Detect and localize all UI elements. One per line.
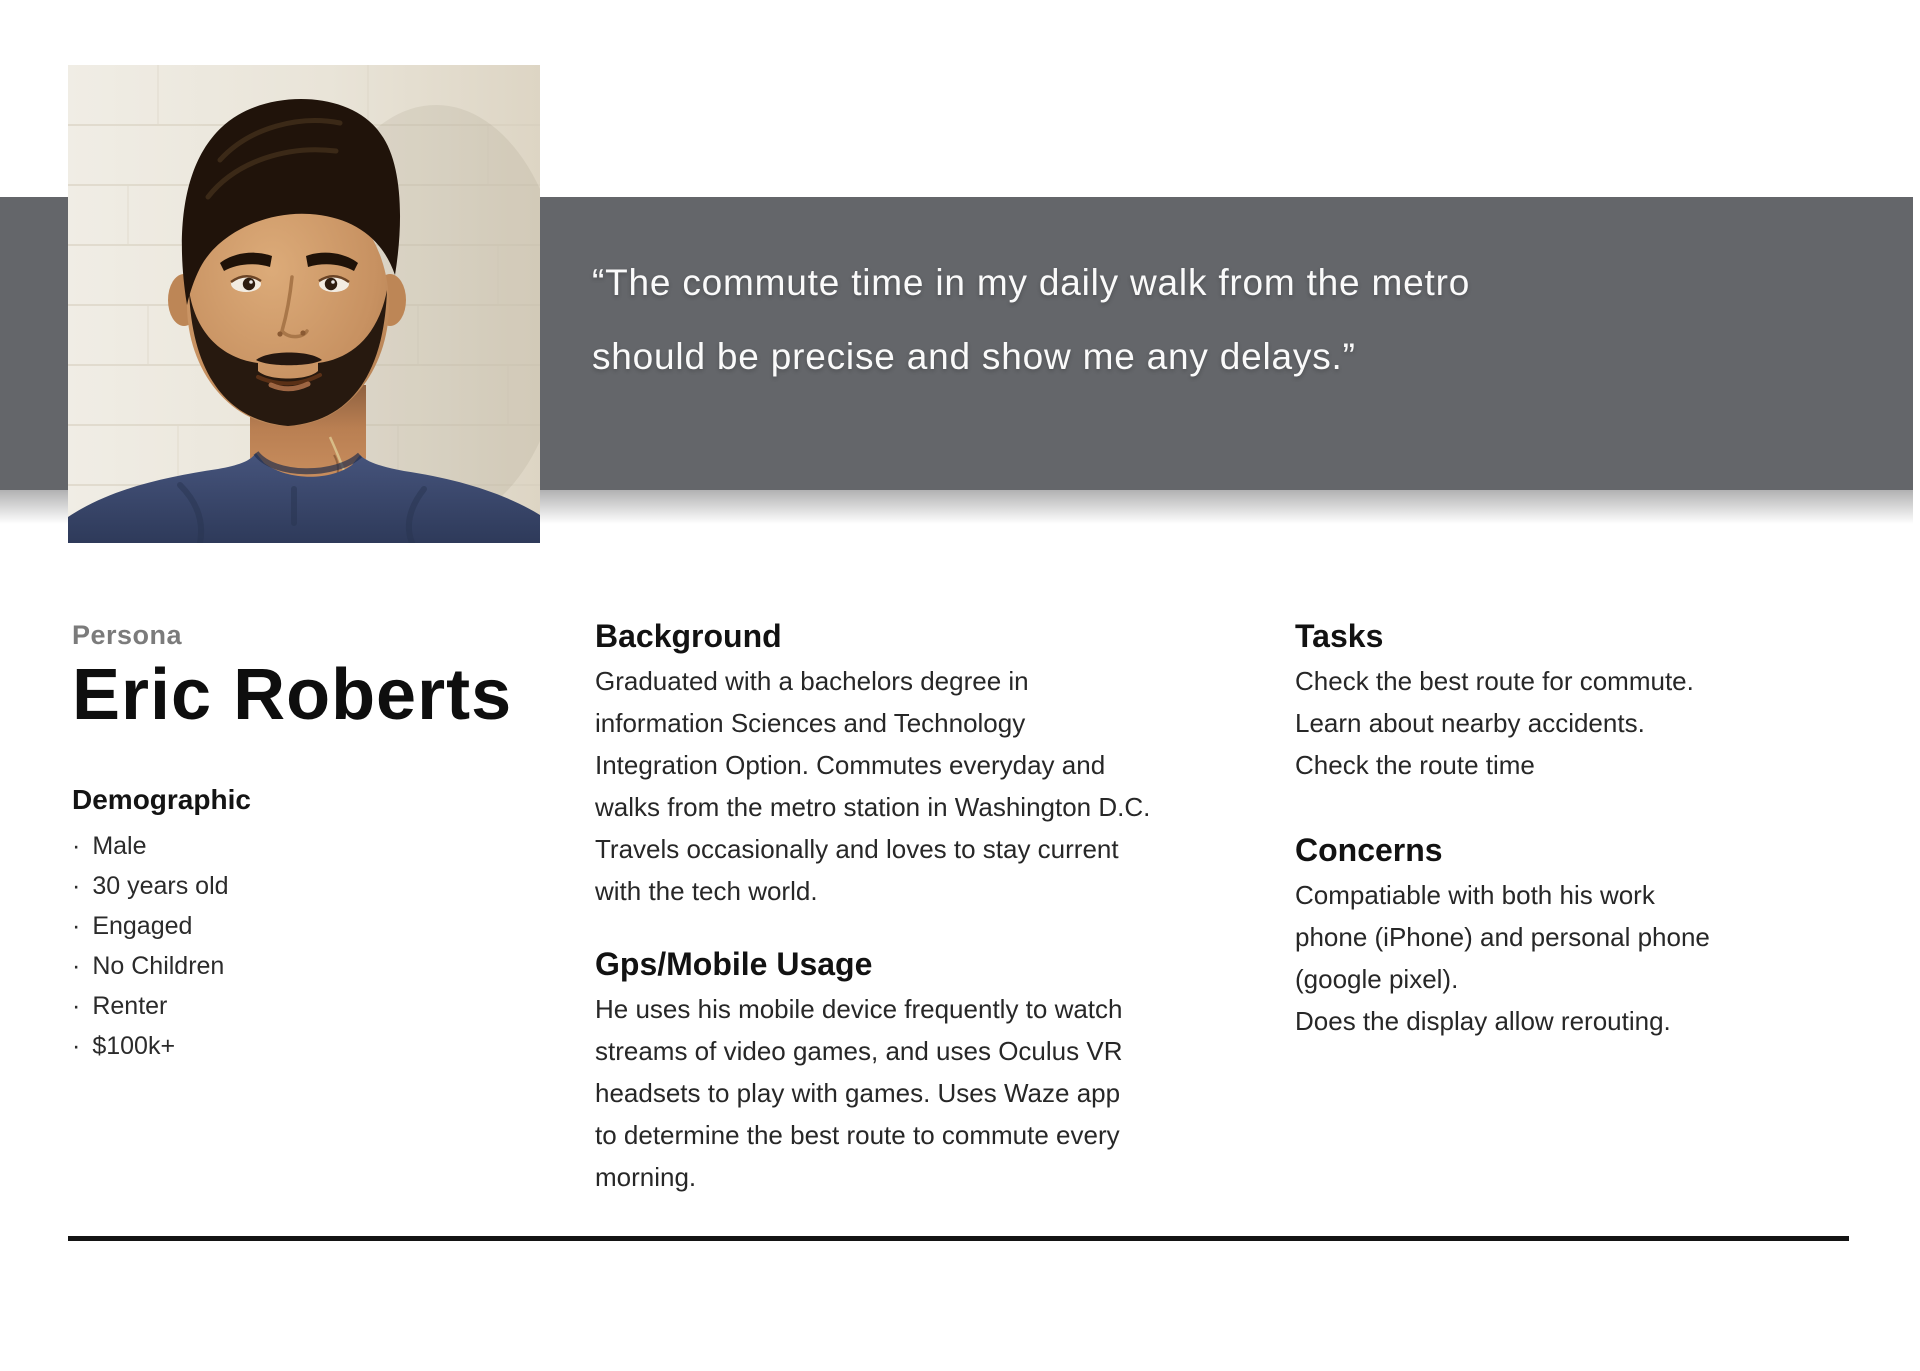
gps-line: to determine the best route to commute every: [595, 1120, 1120, 1150]
demographic-item: [72, 986, 542, 1026]
gps-mobile-usage-heading: Gps/Mobile Usage: [595, 946, 873, 982]
background-line: Graduated with a bachelors degree in: [595, 666, 1029, 696]
task-line: Check the route time: [1295, 750, 1535, 780]
list-item-text: No Children: [92, 952, 225, 980]
bullet-dot: ·: [72, 832, 81, 860]
bottom-divider-rule: [68, 1236, 1849, 1241]
gps-line: headsets to play with games. Uses Waze app: [595, 1078, 1121, 1108]
demographic-item: [72, 906, 542, 946]
quote-text: [592, 246, 1470, 394]
section-concerns: [1295, 826, 1905, 1042]
demographic-item: [72, 866, 542, 906]
gps-line: morning.: [595, 1162, 697, 1192]
background-line: information Sciences and Technology: [595, 708, 1026, 738]
column-left: [72, 618, 542, 1066]
tasks-heading: Tasks: [1295, 618, 1384, 654]
quote-line: should be precise and show me any delays.”: [592, 336, 1356, 377]
list-item-text: Engaged: [92, 912, 193, 940]
demographic-item: [72, 1026, 542, 1066]
background-line: walks from the metro station in Washington D.C.: [595, 792, 1151, 822]
list-item-text: Renter: [92, 992, 168, 1020]
concerns-text: [1295, 874, 1905, 1042]
profile-photo: [68, 65, 540, 543]
persona-label: Persona: [72, 620, 183, 650]
background-line: Travels occasionally and loves to stay current: [595, 834, 1119, 864]
bullet-dot: ·: [72, 1032, 81, 1060]
concern-line: Does the display allow rerouting.: [1295, 1006, 1671, 1036]
bullet-dot: ·: [72, 992, 81, 1020]
demographic-item: [72, 826, 542, 866]
gps-line: He uses his mobile device frequently to watch: [595, 994, 1123, 1024]
background-line: Integration Option. Commutes everyday and: [595, 750, 1106, 780]
background-text: [595, 660, 1285, 912]
background-heading: Background: [595, 618, 782, 654]
tasks-text: [1295, 660, 1905, 786]
list-item-text: 30 years old: [92, 872, 229, 900]
bullet-dot: ·: [72, 952, 81, 980]
bullet-dot: ·: [72, 912, 81, 940]
gps-line: streams of video games, and uses Oculus VR: [595, 1036, 1123, 1066]
list-item-text: Male: [92, 832, 147, 860]
demographic-heading: Demographic: [72, 784, 251, 815]
section-background: [595, 612, 1285, 912]
concerns-heading: Concerns: [1295, 832, 1443, 868]
gps-mobile-usage-text: [595, 988, 1285, 1198]
portrait-illustration: [68, 65, 540, 543]
concern-line: (google pixel).: [1295, 964, 1459, 994]
bullet-dot: ·: [72, 872, 81, 900]
task-line: Check the best route for commute.: [1295, 666, 1694, 696]
section-gps-mobile-usage: [595, 940, 1285, 1198]
concern-line: phone (iPhone) and personal phone: [1295, 922, 1710, 952]
task-line: Learn about nearby accidents.: [1295, 708, 1645, 738]
background-line: with the tech world.: [595, 876, 818, 906]
persona-name: Eric Roberts: [72, 655, 513, 735]
list-item-text: $100k+: [92, 1032, 176, 1060]
concern-line: Compatiable with both his work: [1295, 880, 1655, 910]
demographic-item: [72, 946, 542, 986]
column-middle: [595, 612, 1285, 1198]
section-tasks: [1295, 612, 1905, 786]
demographic-list: [72, 826, 542, 1066]
quote-line: “The commute time in my daily walk from the metro: [592, 262, 1471, 303]
column-right: [1295, 612, 1905, 1042]
